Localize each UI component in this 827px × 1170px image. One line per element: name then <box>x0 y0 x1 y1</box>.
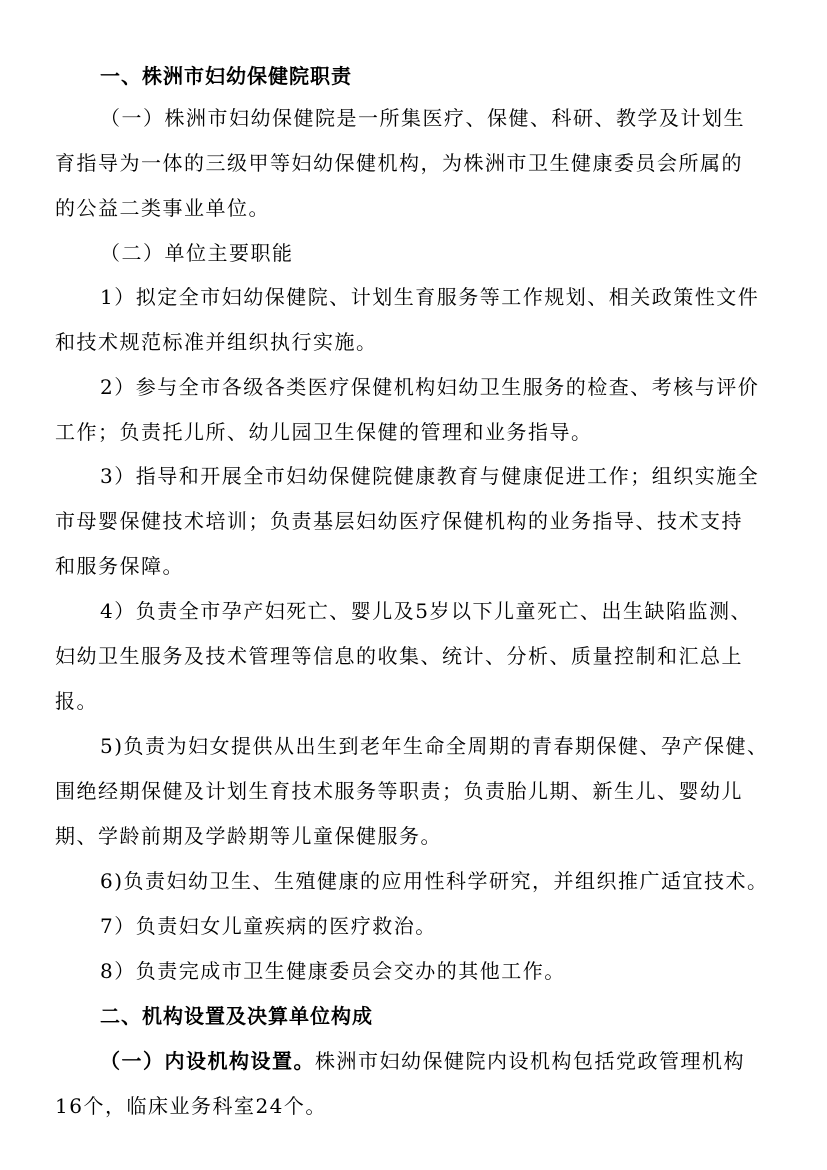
list-item-line: 期、学龄前期及学龄期等儿童保健服务。 <box>55 824 442 848</box>
paragraph-line: 育指导为一体的三级甲等妇幼保健机构，为株洲市卫生健康委员会所属的 <box>55 151 743 175</box>
list-item-line: 报。 <box>55 689 98 713</box>
list-item-line: 和技术规范标准并组织执行实施。 <box>55 330 378 354</box>
list-item-line: 6)负责妇幼卫生、生殖健康的应用性科学研究，并组织推广适宜技术。 <box>100 869 769 893</box>
paragraph-line <box>100 1048 745 1074</box>
paragraph-line: 的公益二类事业单位。 <box>55 196 270 220</box>
list-item-line: 5)负责为妇女提供从出生到老年生命全周期的青春期保健、孕产保健、 <box>100 734 769 758</box>
paragraph-line: 16个，临床业务科室24个。 <box>55 1094 327 1118</box>
list-item-line: 3）指导和开展全市妇幼保健院健康教育与健康促进工作；组织实施全 <box>100 464 760 488</box>
subheading-internal-setup: （一）内设机构设置。 <box>100 1049 315 1073</box>
list-item-line: 和服务保障。 <box>55 554 184 578</box>
list-item-line: 妇幼卫生服务及技术管理等信息的收集、统计、分析、质量控制和汇总上 <box>55 644 743 668</box>
subheading-main-functions: （二）单位主要职能 <box>100 241 294 265</box>
list-item-line: 8）负责完成市卫生健康委员会交办的其他工作。 <box>100 959 566 983</box>
list-item-line: 7）负责妇女儿童疾病的医疗救治。 <box>100 914 437 938</box>
list-item-line: 工作；负责托儿所、幼儿园卫生保健的管理和业务指导。 <box>55 420 593 444</box>
paragraph-line: （一）株洲市妇幼保健院是一所集医疗、保健、科研、教学及计划生 <box>100 106 745 130</box>
section-1-heading: 一、株洲市妇幼保健院职责 <box>100 64 352 88</box>
list-item-line: 2）参与全市各级各类医疗保健机构妇幼卫生服务的检查、考核与评价 <box>100 375 760 399</box>
list-item-line: 市母婴保健技术培训；负责基层妇幼医疗保健机构的业务指导、技术支持 <box>55 509 743 533</box>
list-item-line: 4）负责全市孕产妇死亡、婴儿及5岁以下儿童死亡、出生缺陷监测、 <box>100 599 752 623</box>
list-item-line: 1）拟定全市妇幼保健院、计划生育服务等工作规划、相关政策性文件 <box>100 285 760 309</box>
section-2-heading: 二、机构设置及决算单位构成 <box>100 1004 373 1028</box>
list-item-line: 围绝经期保健及计划生育技术服务等职责；负责胎儿期、新生儿、婴幼儿 <box>55 779 743 803</box>
paragraph-text: 株洲市妇幼保健院内设机构包括党政管理机构 <box>315 1049 745 1073</box>
